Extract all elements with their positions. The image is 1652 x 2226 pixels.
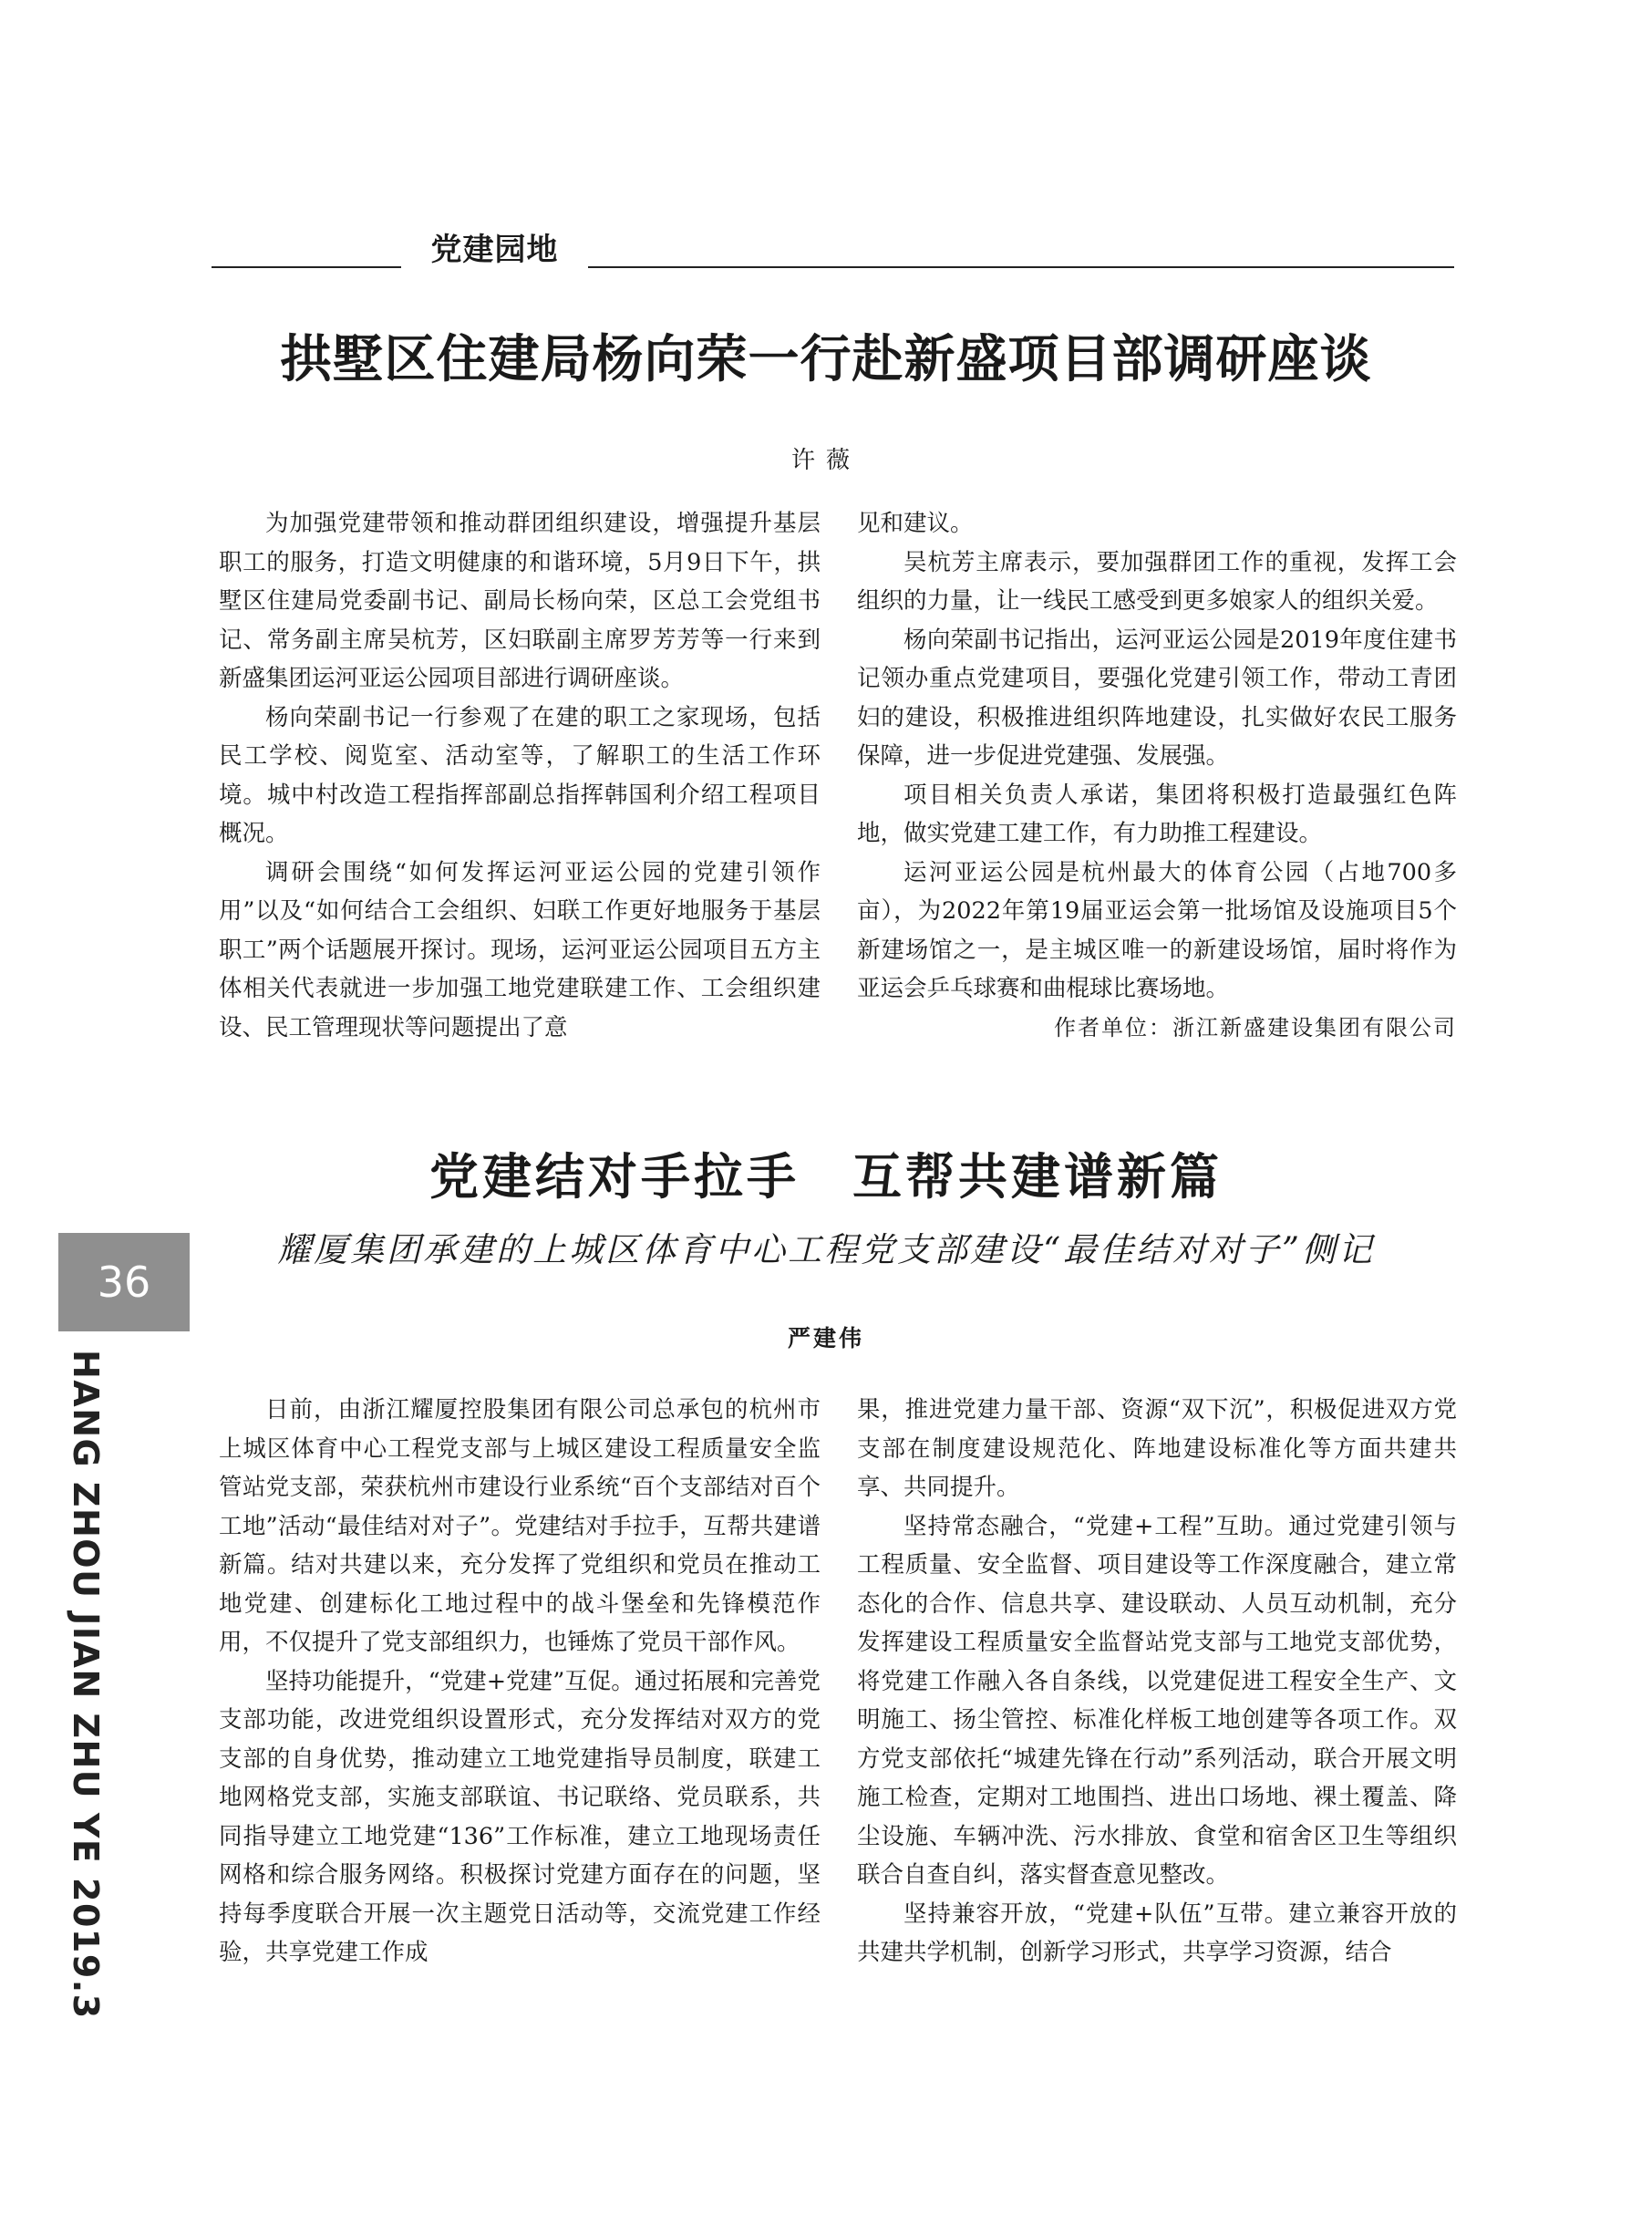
article1-paragraph: 杨向荣副书记一行参观了在建的职工之家现场，包括民工学校、阅览室、活动室等，了解职工的生活工作环境。城中村改造工程指挥部副总指挥韩国利介绍工程项目概况。 — [219, 703, 821, 847]
article2-author: 严建伟 — [787, 1325, 864, 1351]
article1-right-column — [857, 504, 1457, 1047]
journal-name: HANG ZHOU JIAN ZHU YE 2019.3 — [66, 1350, 106, 2020]
article1-paragraph: 调研会围绕“如何发挥运河亚运公园的党建引领作用”以及“如何结合工会组织、妇联工作更好地服务于基层职工”两个话题展开探讨。现场，运河亚运公园项目五方主体相关代表就进一步加强工地党建联建工作、工会组织建设、民工管理现状等问题提出了意 — [219, 858, 821, 1041]
page-number-box — [58, 1233, 190, 1331]
article2-right-column — [857, 1391, 1457, 1972]
article2-paragraph: 坚持功能提升，“党建+党建”互促。通过拓展和完善党支部功能，改进党组织设置形式，充分发挥结对双方的党支部的自身优势，推动建立工地党建指导员制度，联建工地网格党支部，实施支部联谊、书记联络、党员联系，共同指导建立工地党建“136”工作标准，建立工地现场责任网格和综合服务网络。积极探讨党建方面存在的问题，坚持每季度联合开展一次主题党日活动等，交流党建工作经验，共享党建工作成 — [219, 1667, 821, 1966]
article2-subtitle: 耀厦集团承建的上城区体育中心工程党支部建设“最佳结对对子”侧记 — [277, 1230, 1375, 1269]
article1-paragraph: 吴杭芳主席表示，要加强群团工作的重视，发挥工会组织的力量，让一线民工感受到更多娘家人的组织关爱。 — [857, 548, 1457, 615]
article1-paragraph: 为加强党建带领和推动群团组织建设，增强提升基层职工的服务，打造文明健康的和谐环境，5月9日下午，拱墅区住建局党委副书记、副局长杨向荣，区总工会党组书记、常务副主席吴杭芳，区妇联副主席罗芳芳等一行来到新盛集团运河亚运公园项目部进行调研座谈。 — [219, 510, 821, 692]
article1-author: 许薇 — [790, 447, 861, 474]
article2-paragraph: 坚持常态融合，“党建+工程”互助。通过党建引领与工程质量、安全监督、项目建设等工作深度融合，建立常态化的合作、信息共享、建设联动、人员互动机制，充分发挥建设工程质量安全监督站党支部与工地党支部优势，将党建工作融入各自条线，以党建促进工程安全生产、文明施工、扬尘管控、标准化样板工地创建等各项工作。双方党支部依托“城建先锋在行动”系列活动，联合开展文明施工检查，定期对工地围挡、进出口场地、裸土覆盖、降尘设施、车辆冲洗、污水排放、食堂和宿舍区卫生等组织联合自查自纠，落实督查意见整改。 — [857, 1512, 1457, 1889]
article1-paragraph: 项目相关负责人承诺，集团将积极打造最强红色阵地，做实党建工建工作，有力助推工程建设。 — [857, 781, 1457, 847]
section-rule-right — [588, 266, 1454, 268]
section-rule-left — [212, 266, 401, 268]
article1-paragraph: 杨向荣副书记指出，运河亚运公园是2019年度住建书记领办重点党建项目，要强化党建引领工作，带动工青团妇的建设，积极推进组织阵地建设，扎实做好农民工服务保障，进一步促进党建强、发展强。 — [857, 626, 1457, 770]
journal-sidebar — [60, 1350, 151, 2020]
article1-paragraph: 运河亚运公园是杭州最大的体育公园（占地700多亩），为2022年第19届亚运会第一批场馆及设施项目5个新建场馆之一，是主城区唯一的新建设场馆，届时将作为亚运会乒乓球赛和曲棍球比赛场地。 — [857, 858, 1457, 1002]
article1-affiliation: 作者单位：浙江新盛建设集团有限公司 — [1054, 1014, 1457, 1041]
article2-paragraph: 日前，由浙江耀厦控股集团有限公司总承包的杭州市上城区体育中心工程党支部与上城区建设工程质量安全监管站党支部，荣获杭州市建设行业系统“百个支部结对百个工地”活动“最佳结对对子”。党建结对手拉手，互帮共建谱新篇。结对共建以来，充分发挥了党组织和党员在推动工地党建、创建标化工地过程中的战斗堡垒和先锋模范作用，不仅提升了党支部组织力，也锤炼了党员干部作风。 — [219, 1396, 821, 1656]
article1-left-column — [219, 504, 821, 1047]
article2-paragraph: 坚持兼容开放，“党建+队伍”互带。建立兼容开放的共建共学机制，创新学习形式，共享学习资源，结合 — [857, 1900, 1457, 1966]
section-label: 党建园地 — [430, 232, 559, 268]
page-number: 36 — [97, 1258, 151, 1307]
article2-continuation: 果，推进党建力量干部、资源“双下沉”，积极促进双方党支部在制度建设规范化、阵地建设标准化等方面共建共享、共同提升。 — [857, 1396, 1457, 1501]
article1-title: 拱墅区住建局杨向荣一行赴新盛项目部调研座谈 — [280, 329, 1372, 389]
article2-left-column — [219, 1391, 821, 1972]
article2-title: 党建结对手拉手 互帮共建谱新篇 — [429, 1148, 1223, 1206]
article1-continuation: 见和建议。 — [857, 510, 974, 537]
